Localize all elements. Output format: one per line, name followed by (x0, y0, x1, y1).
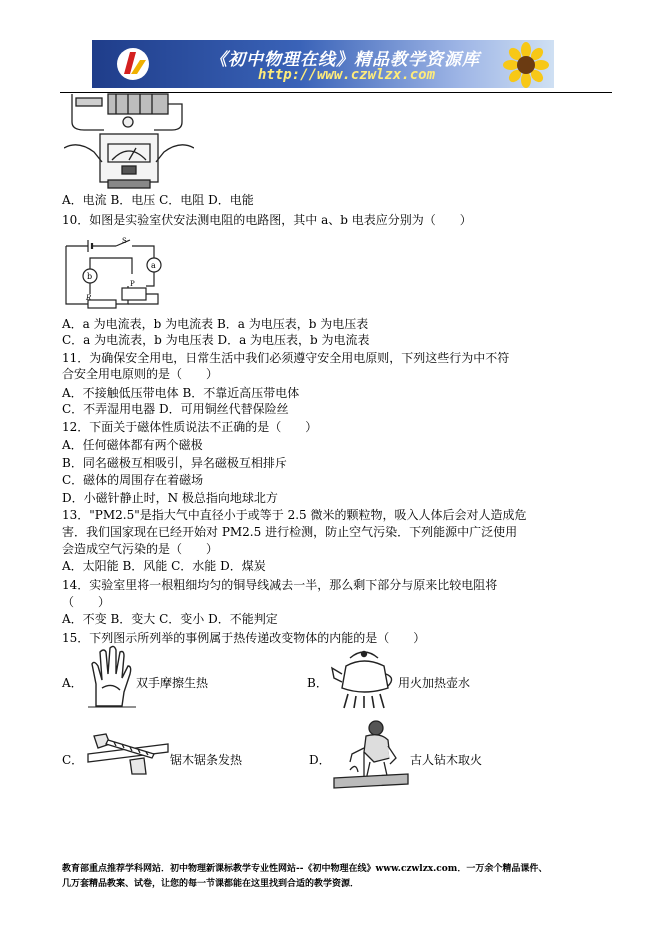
circuit-label-p: P (130, 280, 135, 288)
q12-option-b: B．同名磁极互相吸引，异名磁极互相排斥 (62, 456, 287, 470)
q10-stem: 10．如图是实验室伏安法测电阻的电路图，其中 a、b 电表应分别为（ ） (62, 213, 472, 227)
q10-circuit-diagram (62, 234, 172, 310)
site-logo-icon (116, 46, 150, 82)
circuit-label-r: R (86, 294, 92, 302)
q15-option-a-letter: A． (62, 676, 83, 690)
q13-stem-line1: 13．"PM2.5"是指大气中直径小于或等于 2.5 微米的颗粒物，吸入人体后会对人造成危 (62, 508, 527, 522)
sawing-wood-image (84, 728, 170, 776)
q11-stem-line1: 11．为确保安全用电，日常生活中我们必须遵守安全用电原则，下列这些行为中不符 (62, 351, 510, 365)
q15-option-d-letter: D． (309, 753, 331, 767)
q14-options: A．不变 B．变大 C．变小 D．不能判定 (62, 612, 278, 626)
q12-option-c: C．磁体的周围存在着磁场 (62, 473, 204, 487)
q11-options-line1: A．不接触低压带电体 B．不靠近高压带电体 (62, 386, 300, 400)
circuit-label-b: b (87, 272, 93, 281)
banner-url[interactable]: http://www.czwlzx.com (258, 67, 436, 83)
fire-drill-image (330, 718, 410, 790)
q13-stem-line3: 会造成空气污染的是（ ） (62, 542, 219, 556)
q15-option-b-letter: B． (307, 676, 328, 690)
q13-options: A．太阳能 B．风能 C．水能 D．煤炭 (62, 559, 266, 573)
q10-options-line2: C．a 为电流表，b 为电压表 D．a 为电压表，b 为电流表 (62, 333, 370, 347)
q15-option-b-caption: 用火加热壶水 (398, 676, 471, 690)
hands-rubbing-image (86, 644, 138, 708)
banner-title: 《初中物理在线》精品教学资源库 (210, 50, 480, 70)
circuit-label-s: S (122, 237, 127, 245)
header-banner (92, 40, 554, 88)
q12-stem: 12．下面关于磁体性质说法不正确的是（ ） (62, 420, 318, 434)
q13-stem-line2: 害．我们国家现在已经开始对 PM2.5 进行检测，防止空气污染．下列能源中广泛使用 (62, 525, 518, 539)
page-footer (62, 862, 602, 892)
q10-options-line1: A．a 为电流表，b 为电流表 B．a 为电压表，b 为电压表 (62, 317, 369, 331)
q14-stem-line1: 14．实验室里将一根粗细均匀的铜导线减去一半，那么剩下部分与原来比较电阻将 (62, 578, 498, 592)
sunflower-icon (502, 42, 550, 88)
kettle-heating-image (330, 644, 398, 710)
q12-option-a: A．任何磁体都有两个磁极 (62, 438, 203, 452)
q14-stem-line2: （ ） (62, 595, 111, 609)
footer-line-1: 教育部重点推荐学科网站．初中物理新课标教学专业性网站--《初中物理在线》www.czwlzx.com．一万余个精品课件、 (62, 864, 548, 874)
q15-option-c-caption: 锯木锯条发热 (170, 753, 243, 767)
footer-line-2: 几万套精品教案、试卷，让您的每一节课都能在这里找到合适的教学资源． (62, 879, 360, 889)
q11-stem-line2: 合安全用电原则的是（ ） (62, 367, 219, 381)
circuit-label-a: a (151, 261, 156, 270)
q9-options: A．电流 B．电压 C．电阻 D．电能 (62, 193, 254, 207)
q15-option-a-caption: 双手摩擦生热 (136, 676, 209, 690)
q11-options-line2: C．不弄湿用电器 D．可用铜丝代替保险丝 (62, 402, 289, 416)
q15-option-d-caption: 古人钻木取火 (410, 753, 483, 767)
q9-meter-figure (64, 92, 194, 192)
q15-stem: 15．下列图示所列举的事例属于热传递改变物体的内能的是（ ） (62, 631, 426, 645)
q12-option-d: D．小磁针静止时，N 极总指向地球北方 (62, 491, 278, 505)
q15-option-c-letter: C． (62, 753, 84, 767)
